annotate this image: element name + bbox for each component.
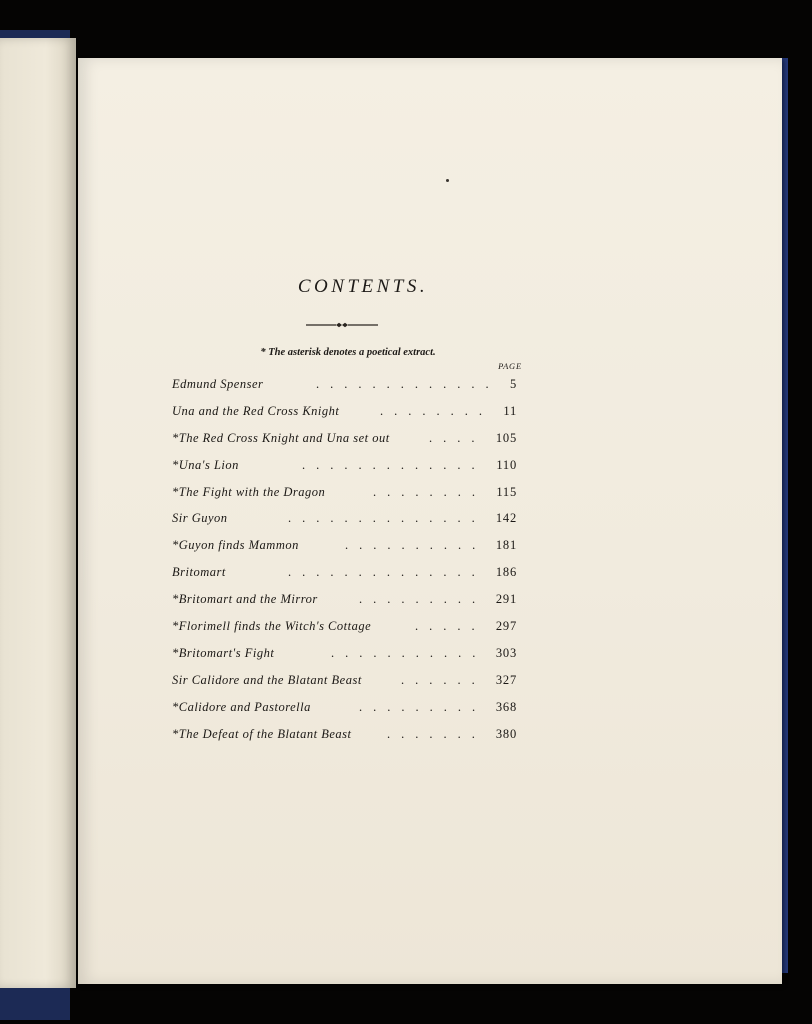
contents-entry: [172, 586, 517, 613]
entry-title: *Una's Lion: [172, 457, 239, 472]
dot-leader: .........: [359, 699, 487, 714]
entry-page-number: 186: [495, 565, 517, 580]
entry-title: Sir Guyon: [172, 511, 228, 526]
left-page: [0, 38, 76, 988]
ornament-rule-icon: [306, 320, 378, 330]
dot-leader: ...........: [331, 645, 487, 660]
dot-leader: .............: [302, 457, 486, 472]
entry-page-number: 105: [495, 430, 517, 445]
contents-entry: [172, 452, 517, 479]
contents-entry: [172, 505, 517, 532]
entry-page-number: 5: [509, 377, 517, 391]
dot-leader: ..............: [288, 565, 486, 580]
contents-page: [78, 58, 782, 984]
page-column-label: PAGE: [498, 361, 522, 371]
entry-title: *Guyon finds Mammon: [172, 538, 299, 553]
entry-title: *The Defeat of the Blatant Beast: [172, 726, 352, 741]
entry-title: Edmund Spenser: [172, 377, 264, 391]
contents-entry: [172, 479, 517, 506]
entry-page-number: 303: [495, 645, 517, 660]
entry-title: Sir Calidore and the Blatant Beast: [172, 672, 362, 687]
entry-page-number: 11: [503, 403, 517, 418]
entry-page-number: 380: [495, 726, 517, 741]
entry-title: *Britomart's Fight: [172, 645, 275, 660]
dot-leader: ....: [429, 430, 486, 445]
contents-entry: [172, 371, 517, 398]
contents-entry: [172, 425, 517, 452]
contents-entry: [172, 694, 517, 721]
contents-entry: [172, 721, 517, 748]
entry-page-number: 368: [495, 699, 517, 714]
dot-leader: .........: [359, 592, 487, 607]
asterisk-note: * The asterisk denotes a poetical extract.: [260, 347, 436, 358]
entry-title: *Calidore and Pastorella: [172, 699, 311, 714]
dot-leader: ..........: [345, 538, 487, 553]
entry-page-number: 110: [496, 457, 517, 472]
contents-entry: [172, 532, 517, 559]
contents-entry: [172, 613, 517, 640]
entry-title: *The Fight with the Dragon: [172, 484, 326, 499]
entry-page-number: 142: [495, 511, 517, 526]
dot-leader: ........: [380, 403, 493, 418]
entry-page-number: 181: [495, 538, 517, 553]
entry-title: *Britomart and the Mirror: [172, 592, 318, 607]
contents-list: [172, 371, 517, 747]
dot-leader: ..............: [288, 511, 486, 526]
entry-page-number: 297: [495, 619, 517, 634]
dot-leader: ........: [373, 484, 486, 499]
entry-page-number: 327: [495, 672, 517, 687]
entry-title: *Florimell finds the Witch's Cottage: [172, 619, 372, 634]
entry-page-number: 291: [495, 592, 517, 607]
paper-speck: [446, 179, 449, 182]
entry-title: Una and the Red Cross Knight: [172, 403, 340, 418]
entry-title: Britomart: [172, 565, 226, 580]
contents-entry: [172, 398, 517, 425]
contents-entry: [172, 667, 517, 694]
entry-page-number: 115: [496, 484, 517, 499]
page-title: CONTENTS.: [297, 276, 429, 297]
dot-leader: .....: [415, 619, 486, 634]
contents-entry: [172, 559, 517, 586]
entry-title: *The Red Cross Knight and Una set out: [172, 430, 390, 445]
dot-leader: .......: [387, 726, 486, 741]
contents-entry: [172, 640, 517, 667]
dot-leader: ......: [401, 672, 486, 687]
dot-leader: .............: [316, 377, 500, 391]
